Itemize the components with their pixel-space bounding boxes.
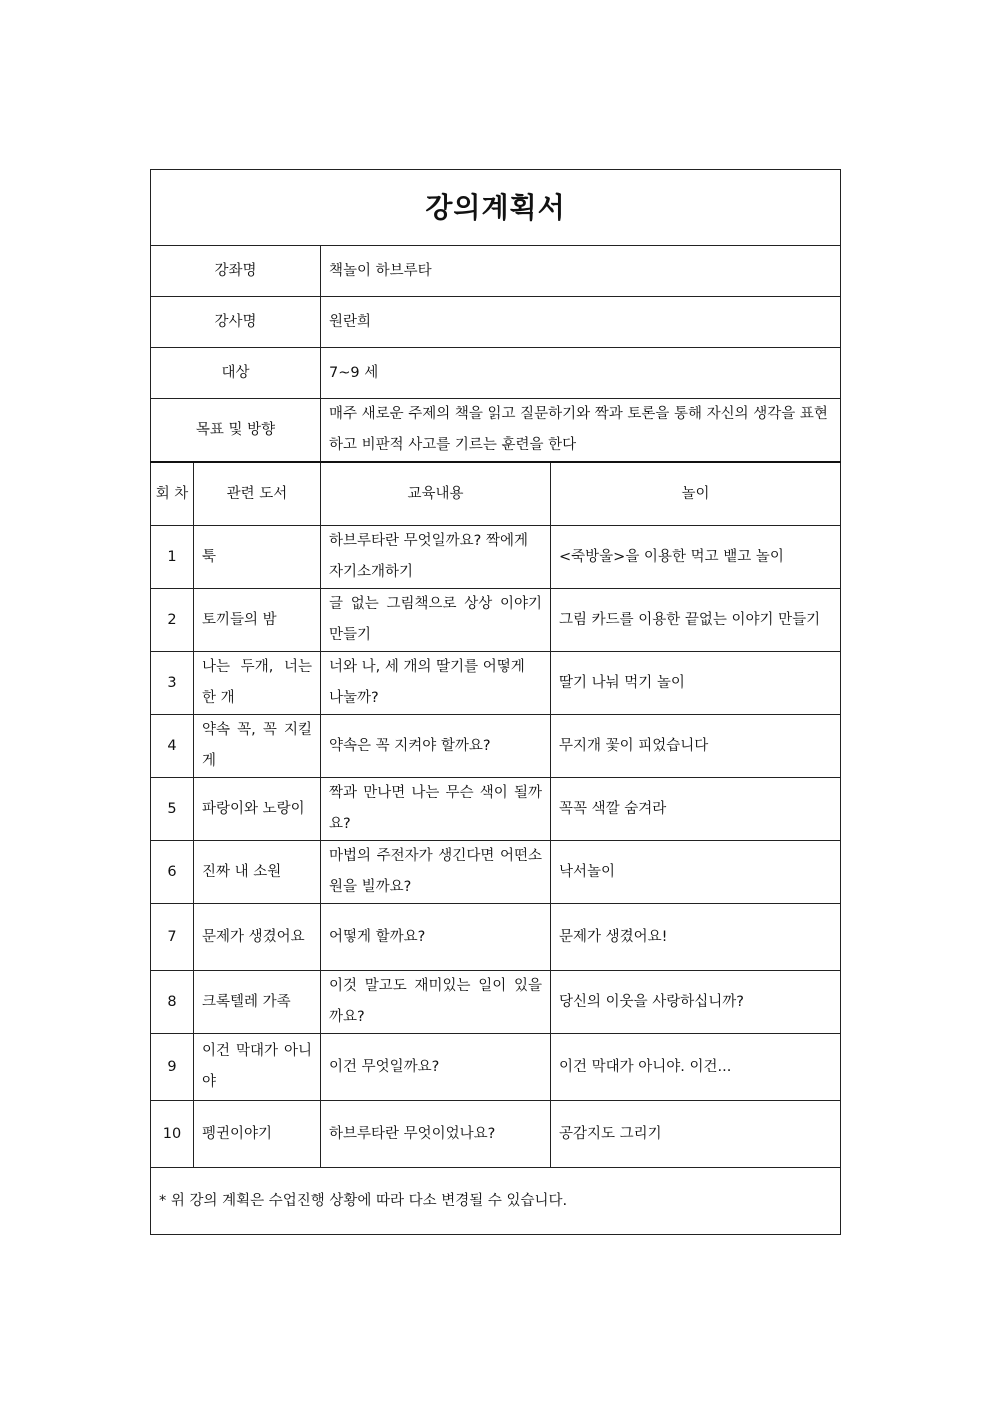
course-name-value: 책놀이 하브루타 (321, 246, 841, 297)
lesson-number: 2 (151, 589, 194, 652)
lesson-row (151, 971, 841, 1034)
lesson-play: <죽방울>을 이용한 먹고 뱉고 놀이 (551, 526, 841, 589)
lesson-row (151, 589, 841, 652)
session-header: 회 차 (151, 462, 194, 526)
lesson-play: 그림 카드를 이용한 끝없는 이야기 만들기 (551, 589, 841, 652)
lesson-row (151, 1034, 841, 1101)
lesson-content: 너와 나, 세 개의 딸기를 어떻게 나눌까? (321, 652, 551, 715)
lesson-play: 낙서놀이 (551, 841, 841, 904)
lesson-number: 8 (151, 971, 194, 1034)
teacher-name-value: 원란희 (321, 297, 841, 348)
lesson-content: 이건 무엇일까요? (321, 1034, 551, 1101)
lesson-book: 문제가 생겼어요 (194, 904, 321, 971)
lesson-row (151, 1101, 841, 1168)
teacher-name-label: 강사명 (151, 297, 321, 348)
document-title: 강의계획서 (151, 170, 841, 246)
lesson-number: 6 (151, 841, 194, 904)
content-header: 교육내용 (321, 462, 551, 526)
lesson-book: 토끼들의 밤 (194, 589, 321, 652)
lesson-number: 5 (151, 778, 194, 841)
lesson-row (151, 652, 841, 715)
book-header: 관련 도서 (194, 462, 321, 526)
lesson-content: 약속은 꼭 지켜야 할까요? (321, 715, 551, 778)
lesson-book: 툭 (194, 526, 321, 589)
lesson-content: 하브루타란 무엇일까요? 짝에게 자기소개하기 (321, 526, 551, 589)
lecture-plan-document (150, 169, 840, 1235)
lesson-number: 7 (151, 904, 194, 971)
target-value: 7~9 세 (321, 348, 841, 399)
lesson-book: 진짜 내 소원 (194, 841, 321, 904)
target-label: 대상 (151, 348, 321, 399)
footer-note: * 위 강의 계획은 수업진행 상황에 따라 다소 변경될 수 있습니다. (151, 1168, 841, 1235)
lesson-book: 이건 막대가 아니야 (194, 1034, 321, 1101)
lesson-number: 3 (151, 652, 194, 715)
lesson-play: 이건 막대가 아니야. 이건... (551, 1034, 841, 1101)
lesson-play: 당신의 이웃을 사랑하십니까? (551, 971, 841, 1034)
lesson-row (151, 904, 841, 971)
lesson-book: 파랑이와 노랑이 (194, 778, 321, 841)
lesson-row (151, 526, 841, 589)
lecture-plan-table (150, 169, 841, 1235)
lesson-content: 글 없는 그림책으로 상상 이야기 만들기 (321, 589, 551, 652)
lesson-play: 딸기 나눠 먹기 놀이 (551, 652, 841, 715)
lesson-content: 어떻게 할까요? (321, 904, 551, 971)
lesson-row (151, 715, 841, 778)
goal-value: 매주 새로운 주제의 책을 읽고 질문하기와 짝과 토론을 통해 자신의 생각을 표현하고 비판적 사고를 기르는 훈련을 한다 (321, 399, 841, 463)
lesson-row (151, 778, 841, 841)
lesson-row (151, 841, 841, 904)
lesson-play: 무지개 꽃이 피었습니다 (551, 715, 841, 778)
lesson-play: 공감지도 그리기 (551, 1101, 841, 1168)
lesson-number: 1 (151, 526, 194, 589)
goal-label: 목표 및 방향 (151, 399, 321, 463)
lesson-content: 짝과 만나면 나는 무슨 색이 될까요? (321, 778, 551, 841)
lesson-content: 하브루타란 무엇이었나요? (321, 1101, 551, 1168)
lesson-number: 10 (151, 1101, 194, 1168)
lesson-book: 크록텔레 가족 (194, 971, 321, 1034)
lesson-number: 4 (151, 715, 194, 778)
lesson-book: 약속 꼭, 꼭 지킬게 (194, 715, 321, 778)
play-header: 놀이 (551, 462, 841, 526)
lesson-play: 문제가 생겼어요! (551, 904, 841, 971)
lesson-book: 나는 두개, 너는 한 개 (194, 652, 321, 715)
lesson-play: 꼭꼭 색깔 숨겨라 (551, 778, 841, 841)
lesson-book: 펭귄이야기 (194, 1101, 321, 1168)
lesson-number: 9 (151, 1034, 194, 1101)
lesson-content: 이것 말고도 재미있는 일이 있을까요? (321, 971, 551, 1034)
lesson-content: 마법의 주전자가 생긴다면 어떤소원을 빌까요? (321, 841, 551, 904)
course-name-label: 강좌명 (151, 246, 321, 297)
